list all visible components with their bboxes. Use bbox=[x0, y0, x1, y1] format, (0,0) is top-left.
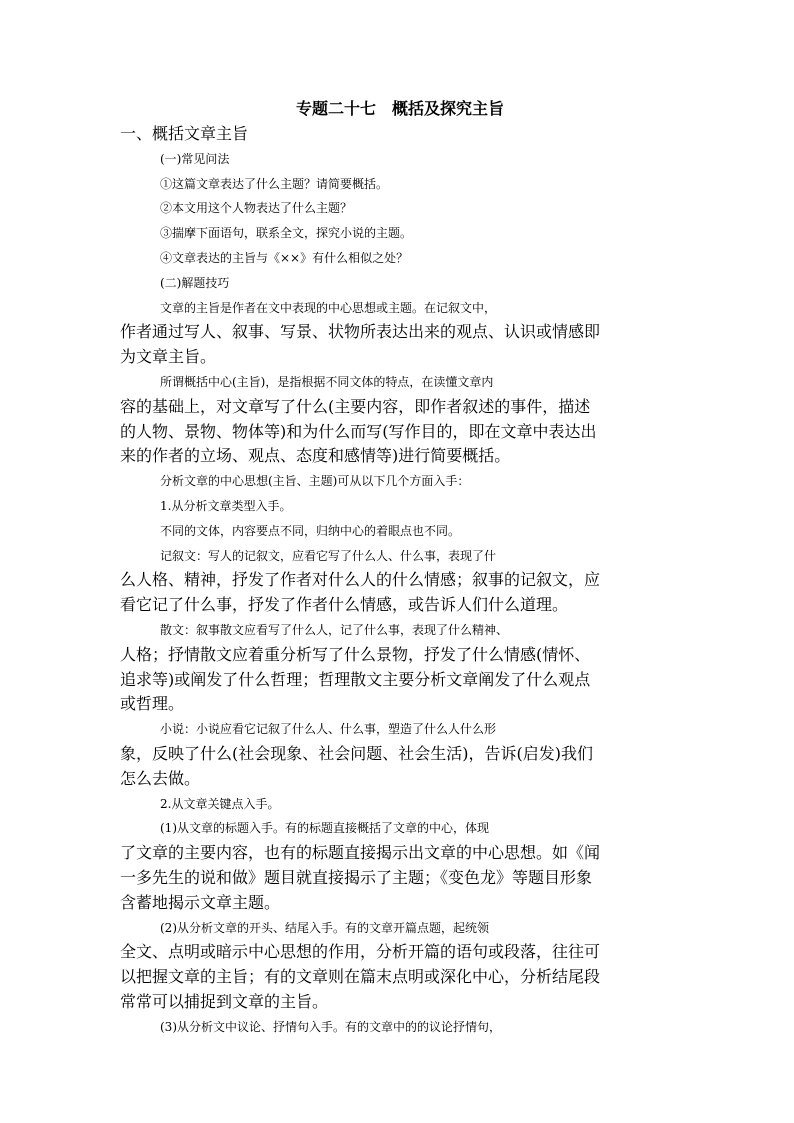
text-line: ④文章表达的主旨与《××》有什么相似之处？ bbox=[160, 250, 409, 265]
text-line: 来的作者的立场、观点、态度和感情等)进行简要概括。 bbox=[120, 446, 511, 466]
text-line: 么人格、精神，抒发了作者对什么人的什么情感；叙事的记叙文，应 bbox=[120, 570, 601, 590]
text-line: 小说：小说应看它记叙了什么人、什么事，塑造了什么人什么形 bbox=[160, 722, 497, 737]
text-line: 怎么去做。 bbox=[120, 768, 201, 788]
text-line: 看它记了什么事，抒发了作者什么情感，或告诉人们什么道理。 bbox=[120, 595, 569, 615]
text-line: 全文、点明或暗示中心思想的作用，分析开篇的语句或段落，往往可 bbox=[120, 942, 601, 962]
text-line: ②本文用这个人物表达了什么主题？ bbox=[160, 201, 353, 216]
text-line: 了文章的主要内容，也有的标题直接揭示出文章的中心思想。如《闻 bbox=[120, 843, 601, 863]
text-line: (一)常见问法 bbox=[160, 151, 230, 166]
text-line: ①这篇文章表达了什么主题？请简要概括。 bbox=[160, 176, 389, 191]
text-line: 作者通过写人、叙事、写景、状物所表达出来的观点、认识或情感即 bbox=[120, 322, 601, 342]
text-line: 分析文章的中心思想(主旨、主题)可从以下几个方面入手： bbox=[160, 474, 470, 489]
text-line: 一、概括文章主旨 bbox=[120, 124, 249, 143]
text-line: 象，反映了什么(社会现象、社会问题、社会生活)，告诉(启发)我们 bbox=[120, 743, 593, 763]
text-line: (2)从分析文章的开头、结尾入手。有的文章开篇点题，起统领 bbox=[160, 920, 490, 935]
text-line: (1)从文章的标题入手。有的标题直接概括了文章的中心，体现 bbox=[160, 821, 490, 836]
text-line: 或哲理。 bbox=[120, 694, 185, 714]
text-line: 追求等)或阐发了什么哲理；哲理散文主要分析文章阐发了什么观点 bbox=[120, 669, 591, 689]
text-line: 容的基础上，对文章写了什么(主要内容，即作者叙述的事件，描述 bbox=[120, 396, 591, 416]
text-line: 2.从文章关键点入手。 bbox=[160, 796, 280, 811]
text-line: 一多先生的说和做》题目就直接揭示了主题；《变色龙》等题目形象 bbox=[120, 867, 593, 887]
text-line: 不同的文体，内容要点不同，归纳中心的着眼点也不同。 bbox=[160, 523, 461, 538]
text-line: 散文：叙事散文应看写了什么人，记了什么事，表现了什么精神、 bbox=[160, 622, 509, 637]
text-line: ③揣摩下面语句，联系全文，探究小说的主题。 bbox=[160, 226, 413, 241]
text-line: 文章的主旨是作者在文中表现的中心思想或主题。在记叙文中， bbox=[160, 300, 497, 315]
text-line: 以把握文章的主旨；有的文章则在篇末点明或深化中心，分析结尾段 bbox=[120, 967, 601, 987]
text-line: 的人物、景物、物体等)和为什么而写(写作目的，即在文章中表达出 bbox=[120, 421, 597, 441]
text-line: 含蓄地揭示文章主题。 bbox=[120, 892, 281, 912]
text-line: 所谓概括中心(主旨)，是指根据不同文体的特点，在读懂文章内 bbox=[160, 374, 494, 389]
text-line: 为文章主旨。 bbox=[120, 347, 217, 367]
text-line: (3)从分析文中议论、抒情句入手。有的文章中的的议论抒情句， bbox=[160, 1019, 502, 1034]
text-line: 常常可以捕捉到文章的主旨。 bbox=[120, 991, 329, 1011]
text-line: (二)解题技巧 bbox=[160, 275, 230, 290]
text-line: 1.从分析文章类型入手。 bbox=[160, 498, 292, 513]
document-title: 专题二十七 概括及探究主旨 bbox=[295, 99, 504, 118]
text-line: 记叙文：写人的记叙文，应看它写了什么人、什么事，表现了什 bbox=[160, 548, 497, 563]
text-line: 人格；抒情散文应着重分析写了什么景物，抒发了什么情感(情怀、 bbox=[120, 644, 591, 664]
document-body bbox=[120, 122, 680, 1039]
document-page bbox=[120, 96, 680, 1039]
